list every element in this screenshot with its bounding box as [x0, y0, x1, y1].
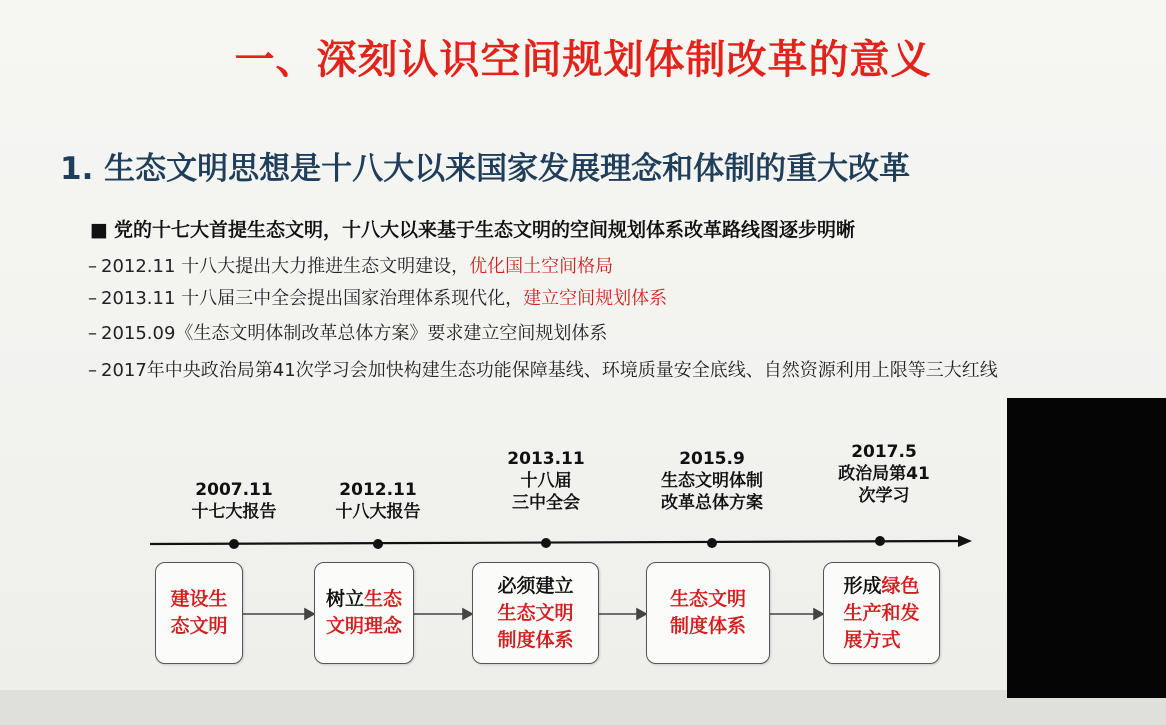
list-item-highlight: 建立空间规划体系 — [523, 288, 668, 309]
dash-marker: – — [88, 360, 97, 381]
black-square-bullet-icon: ■ — [90, 219, 108, 241]
list-item-text: 2017年中央政治局第41次学习会加快构建生态功能保障基线、环境质量安全底线、自然资源利用上限等三大红线 — [101, 360, 998, 381]
bullet-heading — [90, 215, 855, 242]
milestone-label-line: 次学习 — [858, 486, 910, 506]
outcome-box-text — [670, 586, 746, 640]
milestone-label — [174, 479, 294, 523]
outcome-box-text — [497, 573, 573, 654]
dash-marker: – — [88, 256, 97, 277]
milestone-label — [318, 479, 438, 523]
outcome-box — [472, 562, 599, 664]
milestone-label-line: 2012.11 — [339, 480, 417, 500]
outcome-box-text — [170, 586, 227, 640]
bottom-band — [0, 690, 1166, 725]
list-item — [88, 285, 667, 313]
milestone-label-line: 十八届 — [520, 471, 572, 491]
list-item-text: 2013.11 十八届三中全会提出国家治理体系现代化， — [101, 288, 524, 309]
outcome-text-segment: 展方式 — [843, 628, 901, 651]
outcome-text-segment: 必须建立 — [497, 574, 574, 597]
outcome-text-segment: 树立 — [325, 588, 364, 610]
dash-marker: – — [88, 288, 97, 309]
outcome-box — [155, 562, 243, 664]
outcome-text-segment: 生态文明 — [497, 601, 574, 624]
milestone-label — [640, 448, 784, 514]
outcome-text-segment: 态文明 — [170, 615, 228, 637]
outcome-text-segment: 形成 — [843, 574, 882, 597]
milestone-label-line: 十八大报告 — [335, 502, 421, 522]
slide-title: 一、深刻认识空间规划体制改革的意义 — [234, 37, 932, 83]
outcome-text-segment: 生态文明 — [669, 588, 746, 610]
list-item-text: 2012.11 十八大提出大力推进生态文明建设， — [101, 256, 470, 277]
outcome-box — [823, 562, 940, 664]
dash-marker: – — [88, 323, 97, 344]
outcome-text-segment: 生态 — [364, 588, 403, 610]
milestone-label — [482, 448, 610, 514]
milestone-label-line: 2007.11 — [195, 480, 273, 500]
milestone-label-line: 2013.11 — [507, 449, 585, 469]
outcome-box-text — [326, 586, 402, 640]
milestone-label-line: 2015.9 — [679, 449, 745, 469]
outcome-text-segment: 绿色 — [881, 574, 920, 597]
outcome-box-text — [843, 573, 919, 654]
bullet-heading-text: 党的十七大首提生态文明，十八大以来基于生态文明的空间规划体系改革路线图逐步明晰 — [113, 219, 855, 241]
milestone-label-line: 十七大报告 — [191, 502, 277, 522]
list-item — [88, 357, 1088, 385]
outcome-box — [314, 562, 414, 664]
outcome-text-segment: 制度体系 — [669, 615, 746, 637]
section-heading: 1. 生态文明思想是十八大以来国家发展理念和体制的重大改革 — [60, 151, 911, 187]
list-item-highlight: 优化国土空间格局 — [469, 256, 614, 277]
outcome-text-segment: 制度体系 — [497, 628, 574, 651]
outcome-box — [646, 562, 770, 664]
milestone-label-line: 三中全会 — [512, 493, 580, 513]
milestone-label-line: 政治局第41 — [838, 464, 930, 484]
outcome-text-segment: 文明理念 — [325, 615, 402, 637]
milestone-label-line: 2017.5 — [851, 442, 917, 462]
milestone-label — [828, 441, 940, 507]
list-item — [88, 253, 613, 281]
redaction-block — [1007, 398, 1166, 698]
outcome-text-segment: 建设生 — [170, 588, 228, 610]
outcome-text-segment: 生产和发 — [843, 601, 920, 624]
list-item — [88, 320, 607, 348]
milestone-label-line: 生态文明体制 — [661, 471, 763, 491]
milestone-label-line: 改革总体方案 — [661, 493, 763, 513]
list-item-text: 2015.09《生态文明体制改革总体方案》要求建立空间规划体系 — [101, 323, 608, 344]
